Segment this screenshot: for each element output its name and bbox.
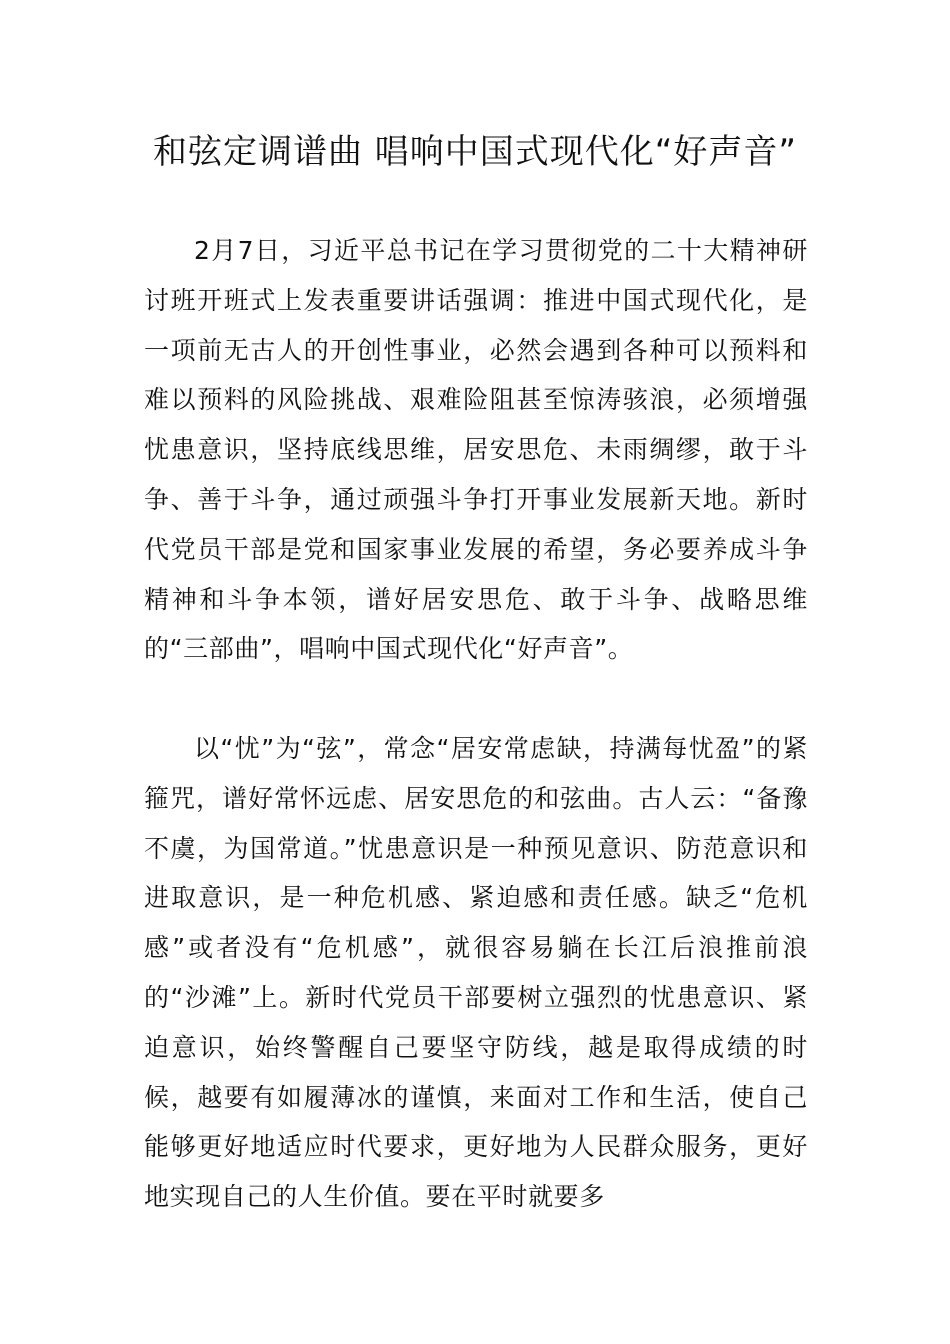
paragraph-1: 2月7日，习近平总书记在学习贯彻党的二十大精神研讨班开班式上发表重要讲话强调：推进中国式现代化，是一项前无古人的开创性事业，必然会遇到各种可以预料和难以预料的风险挑战、艰难险阻甚至惊涛骇浪，必须增强忧患意识，坚持底线思维，居安思危、未雨绸缪，敢于斗争、善于斗争，通过顽强斗争打开事业发展新天地。新时代党员干部是党和国家事业发展的希望，务必要养成斗争精神和斗争本领，谱好居安思危、敢于斗争、战略思维的“三部曲”，唱响中国式现代化“好声音”。 xyxy=(144,236,808,664)
paragraph-2: 以“忧”为“弦”，常念“居安常虑缺，持满每忧盈”的紧箍咒，谱好常怀远虑、居安思危的和弦曲。古人云：“备豫不虞，为国常道。”忧患意识是一种预见意识、防范意识和进取意识，是一种危机感、紧迫感和责任感。缺乏“危机感”或者没有“危机感”，就很容易躺在长江后浪推前浪的“沙滩”上。新时代党员干部要树立强烈的忧患意识、紧迫意识，始终警醒自己要坚守防线，越是取得成绩的时候，越要有如履薄冰的谨慎，来面对工作和生活，使自己能够更好地适应时代要求，更好地为人民群众服务，更好地实现自己的人生价值。要在平时就要多 xyxy=(144,734,808,1212)
document-title: 和弦定调谱曲 唱响中国式现代化“好声音” xyxy=(152,132,798,172)
